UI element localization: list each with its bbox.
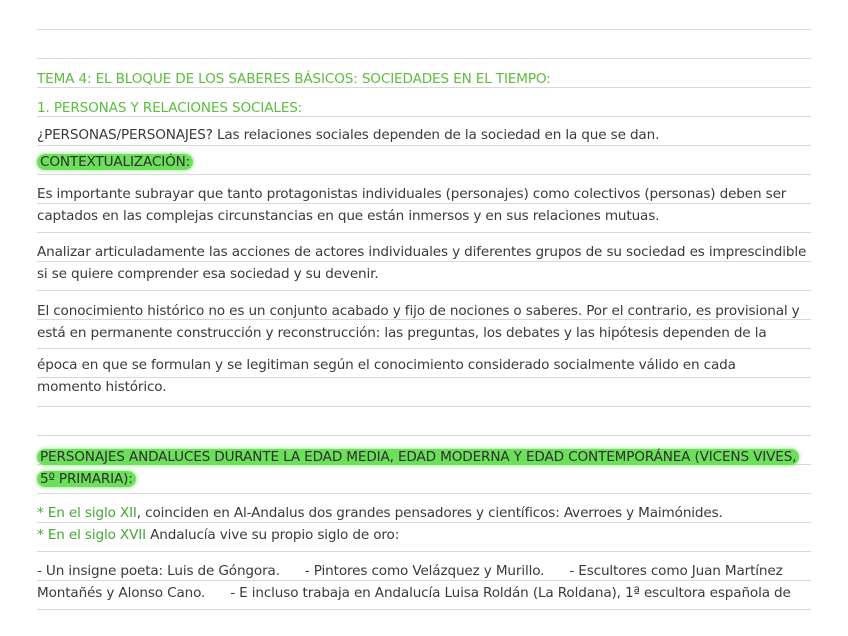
ruled-line [37,580,811,581]
bullet-item [37,526,399,544]
ruled-line [37,29,811,30]
ruled-line [37,609,811,610]
paragraph-line: si se quiere comprender esa sociedad y su devenir. [37,266,379,282]
bullet-text: , coinciden en Al-Andalus dos grandes pensadores y científicos: Averroes y Maimónides. [136,505,723,521]
list-line: Montañés y Alonso Cano. - E incluso trabaja en Andalucía Luisa Roldán (La Roldana), 1ª escultora española de [37,585,791,601]
ruled-line [37,348,811,349]
highlight-label: 5º PRIMARIA): [37,471,136,487]
ruled-line [37,493,811,494]
paragraph-line: época en que se formulan y se legitiman según el conocimiento considerado socialmente válido en cada [37,357,736,373]
highlight-label: PERSONAJES ANDALUCES DURANTE LA EDAD MEDIA, EDAD MODERNA Y EDAD CONTEMPORÁNEA (VICENS VIVES, [37,449,799,465]
ruled-line [37,174,811,175]
andaluces-title-line [37,470,136,488]
highlight-label: CONTEXTUALIZACIÓN: [37,154,193,170]
bullet-text: Andalucía vive su propio siglo de oro: [145,527,400,543]
intro-line: ¿PERSONAS/PERSONAJES? Las relaciones sociales dependen de la sociedad en la que se dan. [37,127,660,143]
ruled-line [37,551,811,552]
ruled-line [37,203,811,204]
ruled-line [37,145,811,146]
ruled-line [37,406,811,407]
ruled-line [37,58,811,59]
paragraph-line: está en permanente construcción y reconstrucción: las preguntas, los debates y las hipótesis dependen de la [37,325,767,341]
paragraph-line: Es importante subrayar que tanto protagonistas individuales (personajes) como colectivos (personas) deben ser [37,186,787,202]
ruled-line [37,261,811,262]
ruled-line [37,435,811,436]
paragraph-line: El conocimiento histórico no es un conjunto acabado y fijo de nociones o saberes. Por el contrario, es provisional y [37,303,800,319]
contextualizacion-label [37,153,193,171]
andaluces-title-line [37,448,799,466]
ruled-line [37,232,811,233]
paragraph-line: Analizar articuladamente las acciones de actores individuales y diferentes grupos de su sociedad es imprescindible [37,244,807,260]
paragraph-line: captados en las complejas circunstancias en que están inmersos y en sus relaciones mutuas. [37,208,660,224]
list-line: - Un insigne poeta: Luis de Góngora. - Pintores como Velázquez y Murillo. - Escultores como Juan Martínez [37,563,783,579]
paragraph-line: momento histórico. [37,379,167,395]
bullet-lead: * En el siglo XVII [37,527,146,543]
topic-heading: TEMA 4: EL BLOQUE DE LOS SABERES BÁSICOS: SOCIEDADES EN EL TIEMPO: [37,71,551,87]
ruled-line [37,522,811,523]
section-heading: 1. PERSONAS Y RELACIONES SOCIALES: [37,100,303,116]
bullet-lead: * En el siglo XII [37,505,137,521]
bullet-item [37,504,723,522]
ruled-line [37,290,811,291]
